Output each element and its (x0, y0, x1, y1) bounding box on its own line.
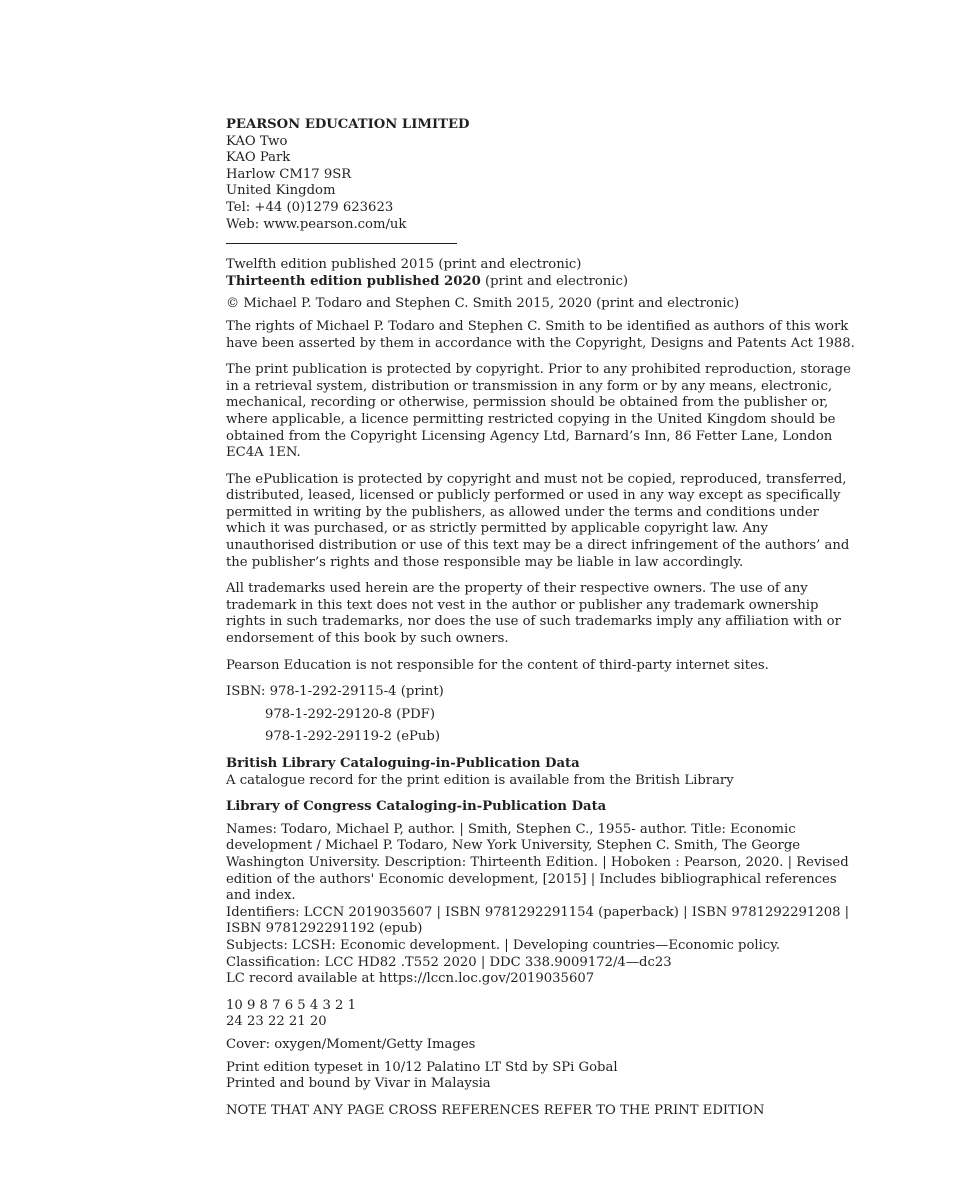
british-library-block (226, 756, 858, 789)
address-line: United Kingdom (226, 183, 336, 199)
address-line: KAO Two (226, 133, 288, 149)
isbn-block (226, 684, 858, 746)
printing-line (226, 998, 858, 1031)
production-block (226, 1060, 858, 1093)
twelfth-edition: Twelfth edition published 2015 (print and electronic) (226, 257, 582, 273)
loc-subjects: Subjects: LCSH: Economic development. | Developing countries—Economic policy. (226, 937, 781, 953)
copyright-page (226, 117, 858, 1119)
british-library-heading: British Library Cataloguing-in-Publication Data (226, 756, 580, 771)
typeset-line: Print edition typeset in 10/12 Palatino LT Std by SPi Gobal (226, 1059, 618, 1075)
cover-credit: Cover: oxygen/Moment/Getty Images (226, 1036, 476, 1052)
printing-years: 24 23 22 21 20 (226, 1014, 327, 1030)
publisher-block (226, 117, 858, 233)
copyright-notice: © Michael P. Todaro and Stephen C. Smith 2015, 2020 (print and electronic) (226, 296, 740, 312)
website: Web: www.pearson.com/uk (226, 216, 407, 232)
british-library-text: A catalogue record for the print edition is available from the British Library (226, 772, 734, 788)
loc-record-link: LC record available at https://lccn.loc.gov/2019035607 (226, 971, 595, 987)
isbn-print: ISBN: 978-1-292-29115-4 (print) (226, 684, 444, 700)
isbn-pdf: 978-1-292-29120-8 (PDF) (265, 706, 435, 722)
loc-identifiers: Identifiers: LCCN 2019035607 | ISBN 9781292291154 (paperback) | ISBN 9781292291208 | ISBN 9781292291192 (epub) (226, 904, 850, 937)
publisher-name: PEARSON EDUCATION LIMITED (226, 117, 470, 132)
thirteenth-edition-bold: Thirteenth edition published 2020 (226, 273, 481, 289)
rights-paragraph: The rights of Michael P. Todaro and Stephen C. Smith to be identified as authors of this work have been asserted by them in accordance with the Copyright, Designs and Patents Act 1988. (226, 318, 855, 351)
loc-names: Names: Todaro, Michael P, author. | Smith, Stephen C., 1955- author. Title: Economic development / Michael P. Todaro, New York University, Stephen C. Smith, The George Washington University. Description: Thirteenth Edition. | Hoboken : Pearson, 2020. | Revised edition of the authors' Economic development, [2015] | Includes bibliographical references and index. (226, 821, 849, 904)
divider (226, 243, 457, 244)
impression-numbers: 10 9 8 7 6 5 4 3 2 1 (226, 997, 357, 1013)
address-line: Harlow CM17 9SR (226, 166, 352, 182)
address-line: KAO Park (226, 150, 291, 166)
epub-protection-paragraph: The ePublication is protected by copyright and must not be copied, reproduced, transferred, distributed, leased, licensed or publicly performed or used in any way except as specifically permitted in writing by the publishers, as allowed under the terms and conditions under which it was purchased, or as strictly permitted by applicable copyright law. Any unauthorised distribution or use of this text may be a direct infringement of the authors’ and the publisher’s rights and those responsible may be liable in law accordingly. (226, 471, 850, 570)
telephone: Tel: +44 (0)1279 623623 (226, 199, 394, 215)
print-protection-paragraph: The print publication is protected by copyright. Prior to any prohibited reproduction, storage in a retrieval system, distribution or transmission in any form or by any means, electronic, mechanical, recording or otherwise, permission should be obtained from the publisher or, where applicable, a licence permitting restricted copying in the United Kingdom should be obtained from the Copyright Licensing Agency Ltd, Barnard’s Inn, 86 Fetter Lane, London EC4A 1EN. (226, 362, 851, 461)
thirteenth-edition (226, 274, 858, 291)
print-edition-note: NOTE THAT ANY PAGE CROSS REFERENCES REFER TO THE PRINT EDITION (226, 1102, 765, 1118)
loc-classification: Classification: LCC HD82 .T552 2020 | DDC 338.9009172/4—dc23 (226, 954, 672, 970)
library-of-congress-heading: Library of Congress Cataloging-in-Publication Data (226, 799, 607, 815)
thirteenth-edition-rest: (print and electronic) (480, 273, 629, 289)
edition-block (226, 257, 858, 290)
third-party-paragraph: Pearson Education is not responsible for the content of third-party internet sites. (226, 657, 769, 673)
isbn-epub: 978-1-292-29119-2 (ePub) (265, 729, 440, 745)
library-of-congress-record (226, 822, 858, 988)
trademarks-paragraph: All trademarks used herein are the property of their respective owners. The use of any trademark in this text does not vest in the author or publisher any trademark ownership rights in such trademarks, nor does the use of such trademarks imply any affiliation with or endorsement of this book by such owners. (226, 581, 841, 647)
printed-line: Printed and bound by Vivar in Malaysia (226, 1076, 491, 1092)
